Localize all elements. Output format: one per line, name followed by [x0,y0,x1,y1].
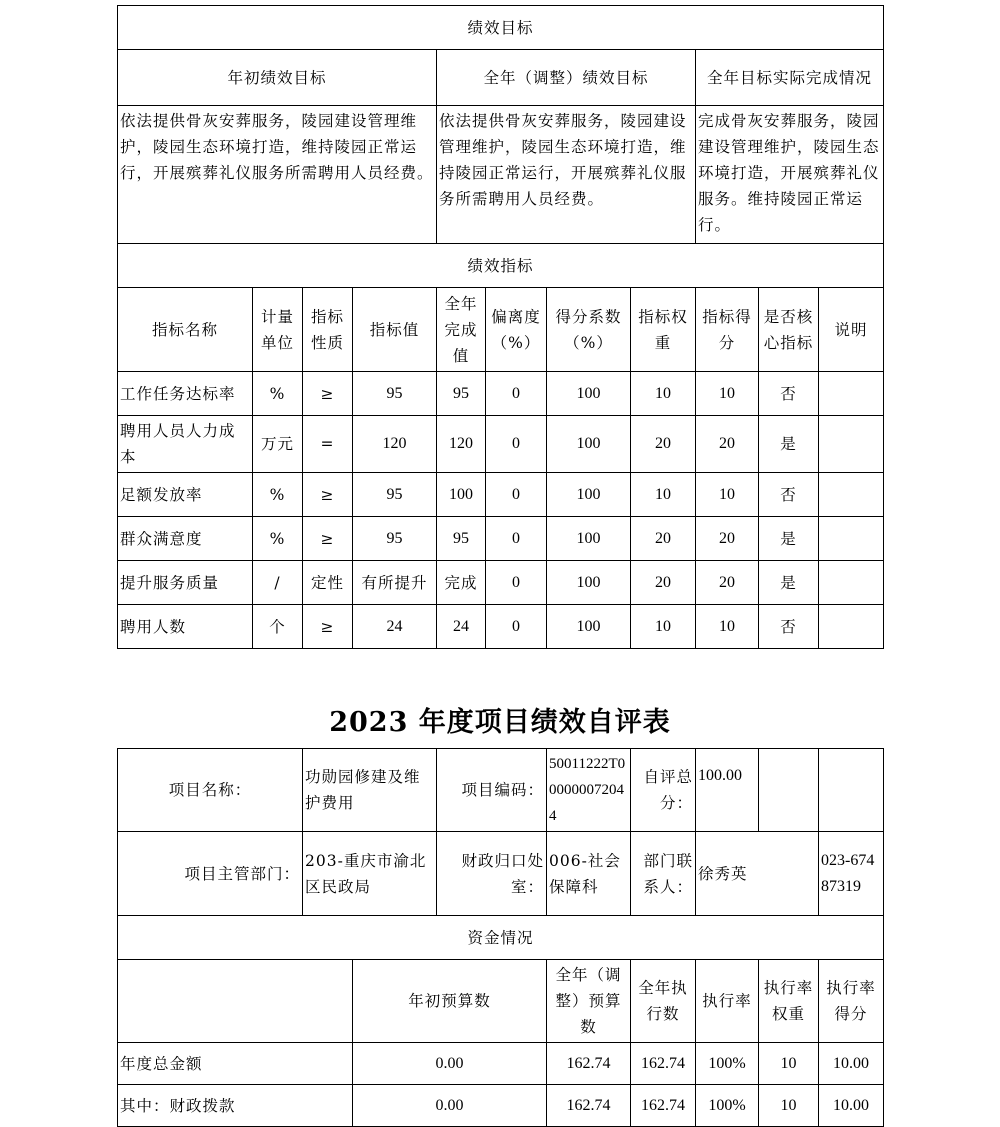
perf-goals-title: 绩效目标 [118,6,884,50]
indicator-header-row [118,288,884,372]
indicator-done: 95 [437,372,486,416]
fund-label: 年度总金额 [118,1043,353,1085]
phone-value-cell [819,832,884,916]
fund-score: 10.00 [819,1043,884,1085]
project-code-value: 50011222T000000072044 [547,749,631,832]
indicator-nature: ≥ [303,473,353,517]
project-name-label: 项目名称： [118,749,303,832]
initial-goal-header: 年初绩效目标 [118,50,437,106]
indicator-coef: 100 [547,473,631,517]
office-value: 006-社会保障科 [547,832,631,916]
col-header: 计量单位 [253,288,303,372]
indicator-note [819,416,884,473]
fund-header: 年初预算数 [353,960,547,1043]
indicator-unit: % [253,473,303,517]
indicator-coef: 100 [547,517,631,561]
indicator-score: 20 [696,561,759,605]
dept-value: 203-重庆市渝北区民政局 [303,832,437,916]
funds-title: 资金情况 [118,916,884,960]
indicator-weight: 20 [631,561,696,605]
indicator-core: 是 [759,561,819,605]
indicator-unit: 万元 [253,416,303,473]
dept-label: 项目主管部门： [118,832,303,916]
indicator-name: 足额发放率 [118,473,253,517]
indicator-coef: 100 [547,605,631,649]
indicator-row [118,517,884,561]
fund-weight: 10 [759,1043,819,1085]
indicator-target: 95 [353,372,437,416]
indicator-unit: % [253,372,303,416]
empty-cell [759,749,819,832]
fund-adjusted: 162.74 [547,1043,631,1085]
indicator-row [118,605,884,649]
office-label: 财政归口处室： [437,832,547,916]
indicator-unit: 个 [253,605,303,649]
indicator-score: 20 [696,517,759,561]
indicator-dev: 0 [486,416,547,473]
adjusted-goal-text: 依法提供骨灰安葬服务，陵园建设管理维护，陵园生态环境打造，维持陵园正常运行，开展殡葬礼仪服务所需聘用人员经费。 [437,106,696,244]
indicator-done: 完成 [437,561,486,605]
indicator-name: 聘用人员人力成本 [118,416,253,473]
indicator-note [819,605,884,649]
contact-value: 徐秀英 [696,832,819,916]
fund-label: 其中：财政拨款 [118,1085,353,1127]
indicator-core: 否 [759,605,819,649]
fund-header: 执行率权重 [759,960,819,1043]
fund-initial: 0.00 [353,1085,547,1127]
project-code-label: 项目编码： [437,749,547,832]
indicator-dev: 0 [486,473,547,517]
indicator-coef: 100 [547,561,631,605]
phone-value: 023-67487319 [821,851,875,895]
indicator-weight: 10 [631,605,696,649]
indicator-coef: 100 [547,416,631,473]
fund-row [118,1043,884,1085]
indicator-nature: ≥ [303,605,353,649]
indicator-note [819,473,884,517]
col-header: 说明 [819,288,884,372]
indicator-name: 聘用人数 [118,605,253,649]
indicator-nature: ≥ [303,517,353,561]
indicator-core: 是 [759,517,819,561]
indicator-score: 10 [696,372,759,416]
indicator-done: 120 [437,416,486,473]
indicator-dev: 0 [486,517,547,561]
indicator-score: 20 [696,416,759,473]
indicator-done: 95 [437,517,486,561]
indicator-core: 是 [759,416,819,473]
col-header: 得分系数（%） [547,288,631,372]
fund-score: 10.00 [819,1085,884,1127]
fund-rate: 100% [696,1085,759,1127]
indicator-target: 有所提升 [353,561,437,605]
col-header: 是否核心指标 [759,288,819,372]
fund-initial: 0.00 [353,1043,547,1085]
col-header: 全年完成值 [437,288,486,372]
contact-label: 部门联系人： [631,832,696,916]
indicator-unit: % [253,517,303,561]
adjusted-goal-header: 全年（调整）绩效目标 [437,50,696,106]
indicator-nature: ≥ [303,372,353,416]
indicator-core: 否 [759,372,819,416]
indicator-row [118,372,884,416]
col-header: 指标名称 [118,288,253,372]
col-header: 指标性质 [303,288,353,372]
indicator-name: 工作任务达标率 [118,372,253,416]
score-label: 自评总分： [631,749,696,832]
indicator-note [819,517,884,561]
fund-header: 执行率得分 [819,960,884,1043]
indicator-core: 否 [759,473,819,517]
indicator-coef: 100 [547,372,631,416]
fund-executed: 162.74 [631,1085,696,1127]
indicator-done: 100 [437,473,486,517]
project-table [117,748,884,1127]
empty-cell [118,960,353,1043]
indicator-nature: = [303,416,353,473]
project-name-value: 功勋园修建及维护费用 [303,749,437,832]
fund-header: 全年执行数 [631,960,696,1043]
indicator-dev: 0 [486,605,547,649]
col-header: 指标得分 [696,288,759,372]
indicator-name: 提升服务质量 [118,561,253,605]
indicators-title: 绩效指标 [118,244,884,288]
indicator-weight: 20 [631,416,696,473]
indicator-target: 120 [353,416,437,473]
indicator-target: 95 [353,517,437,561]
col-header: 偏离度（%） [486,288,547,372]
initial-goal-text: 依法提供骨灰安葬服务，陵园建设管理维护，陵园生态环境打造，维持陵园正常运行，开展殡葬礼仪服务所需聘用人员经费。 [118,106,437,244]
indicator-row [118,416,884,473]
indicator-name: 群众满意度 [118,517,253,561]
indicator-score: 10 [696,473,759,517]
indicator-target: 95 [353,473,437,517]
indicator-dev: 0 [486,561,547,605]
score-value: 100.00 [696,749,759,832]
performance-table [117,5,884,649]
fund-adjusted: 162.74 [547,1085,631,1127]
fund-weight: 10 [759,1085,819,1127]
fund-rate: 100% [696,1043,759,1085]
col-header: 指标权重 [631,288,696,372]
fund-header: 执行率 [696,960,759,1043]
fund-header: 全年（调整）预算数 [547,960,631,1043]
indicator-target: 24 [353,605,437,649]
indicator-dev: 0 [486,372,547,416]
self-eval-title: 2023 年度项目绩效自评表 [329,707,671,738]
indicator-weight: 10 [631,473,696,517]
indicator-score: 10 [696,605,759,649]
indicator-note [819,372,884,416]
indicator-done: 24 [437,605,486,649]
indicator-note [819,561,884,605]
fund-row [118,1085,884,1127]
actual-goal-header: 全年目标实际完成情况 [696,50,884,106]
indicator-weight: 20 [631,517,696,561]
actual-goal-text: 完成骨灰安葬服务，陵园建设管理维护，陵园生态环境打造，开展殡葬礼仪服务。维持陵园正常运行。 [696,106,884,244]
col-header: 指标值 [353,288,437,372]
indicator-nature: 定性 [303,561,353,605]
empty-cell [819,749,884,832]
fund-executed: 162.74 [631,1043,696,1085]
indicator-weight: 10 [631,372,696,416]
indicator-row [118,473,884,517]
indicator-unit: / [253,561,303,605]
indicator-row [118,561,884,605]
